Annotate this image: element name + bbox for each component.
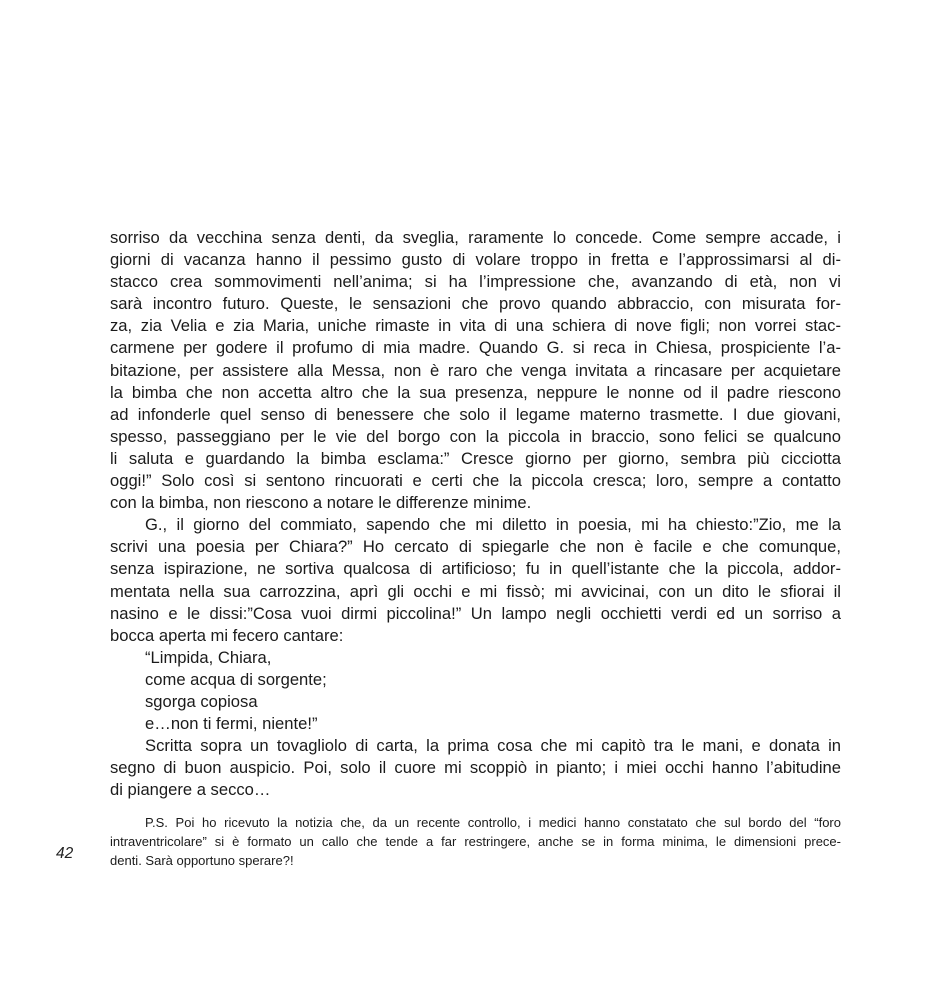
text-line: oggi!” Solo così si sentono rincuorati e certi che la piccola cresca; loro, sempre a contatto [110,471,841,491]
text-line: la bimba che non accetta altro che la sua presenza, neppure le nonne od il padre riescono [110,382,841,402]
text-line: “Limpida, Chiara, [145,647,272,667]
text-line: di piangere a secco… [110,780,271,800]
text-line: intraventricolare” si è formato un callo che tende a far restringere, anche se in forma minima, le dimensioni prece- [110,834,841,849]
text-line: li saluta e guardando la bimba esclama:” Cresce giorno per giorno, sembra più cicciotta [110,448,841,468]
page-number: 42 [56,845,74,862]
text-line: bocca aperta mi fecero cantare: [110,625,344,645]
text-line: denti. Sarà opportuno sperare?! [110,853,294,868]
text-line: ad infonderle quel senso di benessere che solo il legame materno trasmette. I due giovani, [110,404,841,424]
text-line: carmene per godere il profumo di mia madre. Quando G. si reca in Chiesa, prospiciente l’a- [110,338,841,358]
main-text-block [110,227,841,801]
text-line: nasino e le dissi:”Cosa vuoi dirmi piccolina!” Un lampo negli occhietti verdi ed un sorriso a [110,603,841,623]
text-line: stacco crea sommovimenti nell’anima; si ha l’impressione che, avanzando di età, non vi [110,272,841,292]
text-line: senza ispirazione, ne sortiva qualcosa di artificioso; fu in quell’istante che la piccola, addor- [110,559,841,579]
text-line: G., il giorno del commiato, sapendo che mi diletto in poesia, mi ha chiesto:”Zio, me la [145,515,841,535]
text-line: mentata nella sua carrozzina, aprì gli occhi e mi fissò; mi avvicinai, con un dito le sfiorai il [110,581,841,601]
text-line: e…non ti fermi, niente!” [145,714,318,734]
text-line: Scritta sopra un tovagliolo di carta, la prima cosa che mi capitò tra le mani, e donata in [145,736,841,756]
text-line: spesso, passeggiano per le vie del borgo con la piccola in braccio, sono felici se qualcuno [110,426,841,446]
text-line: bitazione, per assistere alla Messa, non è raro che venga invitata a rincasare per acquietare [110,360,841,380]
text-line: sorriso da vecchina senza denti, da sveglia, raramente lo concede. Come sempre accade, i [110,228,841,247]
text-line: segno di buon auspicio. Poi, solo il cuore mi scoppiò in pianto; i miei occhi hanno l’abitudine [110,758,841,778]
text-line: scrivi una poesia per Chiara?” Ho cercato di spiegarle che non è facile e che comunque, [110,537,841,557]
text-line: con la bimba, non riescono a notare le differenze minime. [110,493,532,513]
text-line: P.S. Poi ho ricevuto la notizia che, da un recente controllo, i medici hanno constatato che sul bordo del “foro [145,815,841,830]
text-line: sarà incontro futuro. Queste, le sensazioni che provo quando abbraccio, con misurata for- [110,294,841,314]
text-line: za, zia Velia e zia Maria, uniche rimaste in vita di una schiera di nove figli; non vorrei stac- [110,316,841,336]
text-line: come acqua di sorgente; [145,669,327,689]
text-line: sgorga copiosa [145,691,258,711]
postscript-block [110,813,841,870]
text-line: giorni di vacanza hanno il pessimo gusto di volare troppo in fretta e l’approssimarsi al di- [110,250,841,270]
